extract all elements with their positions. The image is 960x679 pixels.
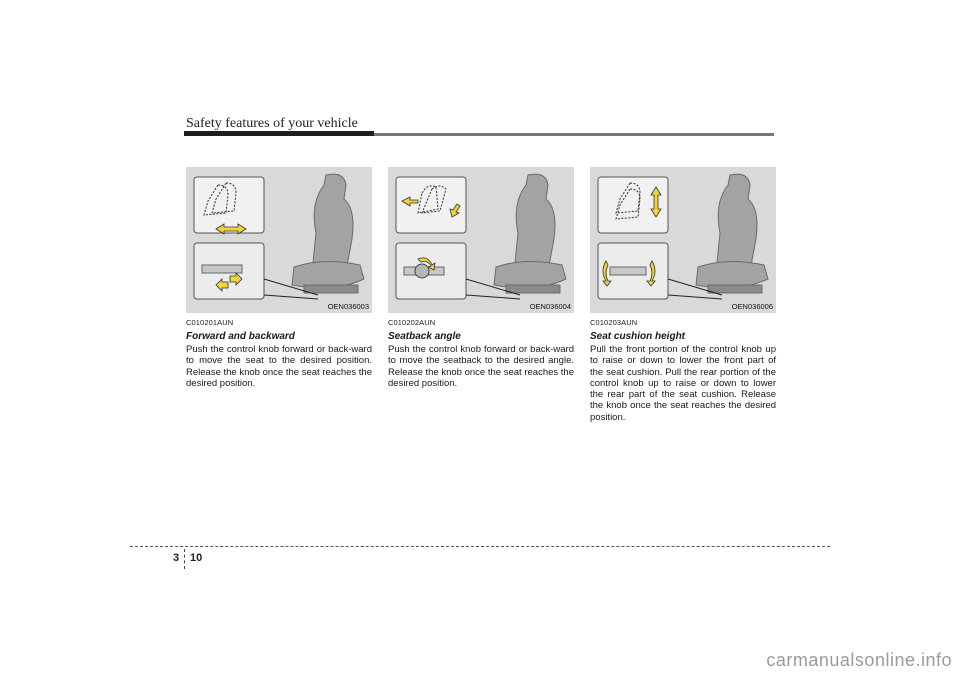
watermark: carmanualsonline.info — [766, 650, 952, 670]
section-forward-backward — [186, 167, 374, 389]
section-body: Push the control knob forward or back-ward to move the seatback to the desired angle. Release the knob once the seat reaches the desired position. — [388, 344, 574, 389]
footer-rule — [130, 546, 830, 547]
seat-figure-forward-backward — [186, 167, 372, 313]
page-number-separator — [184, 549, 185, 569]
section-body: Push the control knob forward or back-ward to move the seat to the desired position. Release the knob once the seat reaches the desired position. — [186, 344, 372, 389]
figure-code: OEN036003 — [327, 302, 369, 311]
seat-figure-seatback-angle — [388, 167, 574, 313]
section-subtitle: Forward and backward — [186, 331, 295, 342]
section-subtitle: Seatback angle — [388, 331, 461, 342]
section-subtitle: Seat cushion height — [590, 331, 686, 342]
section-code: C010201AUN — [186, 318, 234, 327]
section-seatback-angle — [388, 167, 576, 389]
section-code: C010203AUN — [590, 318, 638, 327]
seat-illustration — [292, 174, 364, 293]
figure-code: OEN036006 — [731, 302, 773, 311]
header-rule — [184, 133, 774, 136]
page-header-title: Safety features of your vehicle — [186, 116, 358, 131]
seat-figure-cushion-height — [590, 167, 776, 313]
page-number: 10 — [190, 552, 203, 564]
section-code: C010202AUN — [388, 318, 436, 327]
section-seat-cushion-height — [590, 167, 778, 423]
figure-code: OEN036004 — [529, 302, 571, 311]
chapter-number: 3 — [173, 552, 180, 564]
section-body: Pull the front portion of the control knob up to raise or down to lower the front part of the seat cushion. Pull the rear portion of the control knob up to raise or down to lower the rear part of the seat cushion. Release the knob once the seat reaches the desired position. — [590, 344, 776, 423]
